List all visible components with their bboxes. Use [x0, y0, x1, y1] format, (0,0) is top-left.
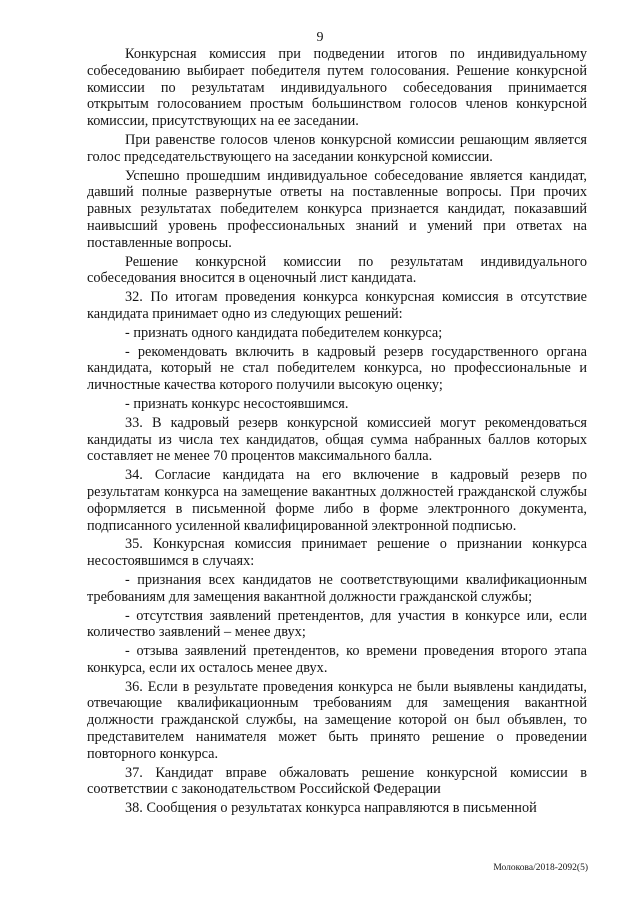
list-item: - рекомендовать включить в кадровый резерв государственного органа кандидата, который не стал победителем конкурса, но профессиональные и личностные качества которого получили высокую оценку; — [87, 343, 587, 394]
list-item: - отзыва заявлений претендентов, ко времени проведения второго этапа конкурса, если их осталось менее двух. — [87, 643, 587, 676]
paragraph: Решение конкурсной комиссии по результатам индивидуального собеседования вносится в оценочный лист кандидата. — [87, 253, 587, 287]
page-number: 9 — [316, 30, 324, 45]
paragraph: 35. Конкурсная комиссия принимает решение о признании конкурса несостоявшимся в случаях: — [87, 536, 587, 570]
list-item: - признания всех кандидатов не соответствующими квалификационным требованиям для замещения вакантной должности гражданской службы; — [87, 571, 587, 605]
paragraph: 36. Если в результате проведения конкурса не были выявлены кандидаты, отвечающие квалификационным требованиям для замещения вакантной должности гражданской службы, на замещение которой он был объявлен, то представителем нанимателя может быть принято решение о проведении повторного конкурса. — [87, 678, 587, 762]
paragraph: Успешно прошедшим индивидуальное собеседование является кандидат, давший полные развернутые ответы на поставленные вопросы. При прочих равных результатах победителем конкурса признается кандидат, показавший наивысший уровень профессиональных знаний и умений при ответах на поставленные вопросы. — [87, 167, 587, 251]
paragraph: 37. Кандидат вправе обжаловать решение конкурсной комиссии в соответствии с законодательством Российской Федерации — [87, 764, 587, 798]
list-item: - признать одного кандидата победителем конкурса; — [125, 324, 443, 341]
paragraph: 32. По итогам проведения конкурса конкурсная комиссия в отсутствие кандидата принимает одно из следующих решений: — [87, 289, 587, 322]
paragraph: 38. Сообщения о результатах конкурса направляются в письменной — [125, 800, 537, 817]
paragraph: При равенстве голосов членов конкурсной комиссии решающим является голос председательствующего на заседании конкурсной комиссии. — [87, 131, 587, 165]
paragraph: Конкурсная комиссия при подведении итогов по индивидуальному собеседованию выбирает победителя путем голосования. Решение конкурсной комиссии по результатам индивидуального собеседования принимается открытым голосованием простым большинством голосов членов конкурсной комиссии, присутствующих на ее заседании. — [87, 46, 587, 130]
paragraph: 33. В кадровый резерв конкурсной комиссией могут рекомендоваться кандидаты из числа тех кандидатов, общая сумма набранных баллов которых составляет не менее 70 процентов максимального балла. — [87, 414, 587, 465]
list-item: - отсутствия заявлений претендентов, для участия в конкурсе или, если количество заявлений – менее двух; — [87, 607, 587, 641]
list-item: - признать конкурс несостоявшимся. — [125, 395, 349, 412]
document-code: Молокова/2018-2092(5) — [493, 863, 588, 873]
paragraph: 34. Согласие кандидата на его включение в кадровый резерв по результатам конкурса на замещение вакантных должностей гражданской службы оформляется в письменной форме либо в форме электронного документа, подписанного усиленной квалифицированной электронной подписью. — [87, 467, 587, 534]
document-body — [87, 46, 587, 819]
